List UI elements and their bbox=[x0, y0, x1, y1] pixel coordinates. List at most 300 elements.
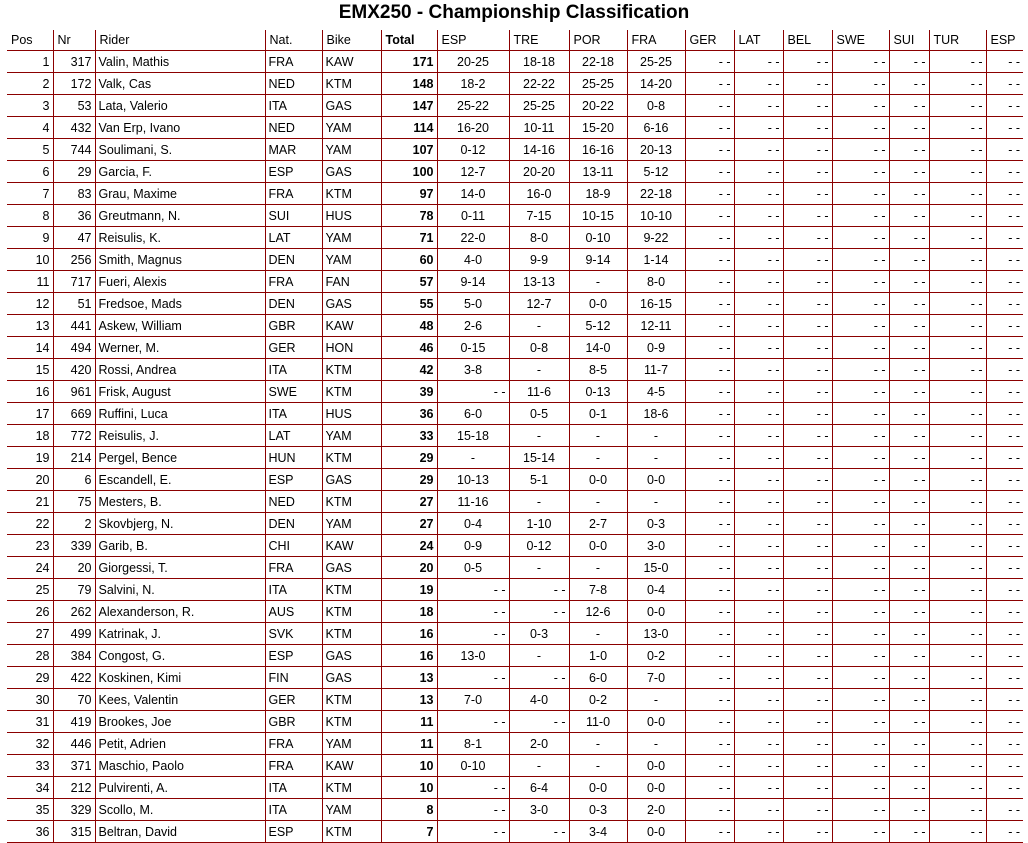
col-nr-cell: 384 bbox=[53, 645, 95, 667]
col-fra-cell: 11-7 bbox=[627, 359, 685, 381]
col-esp-2-cell: - - bbox=[986, 601, 1023, 623]
col-swe-cell: - - bbox=[832, 623, 889, 645]
col-tur-cell: - - bbox=[929, 403, 986, 425]
col-tre-cell: 0-3 bbox=[509, 623, 569, 645]
col-ger-cell: - - bbox=[685, 315, 734, 337]
table-row bbox=[7, 733, 1023, 755]
col-esp-cell: 0-9 bbox=[437, 535, 509, 557]
table-row bbox=[7, 689, 1023, 711]
col-tur-cell: - - bbox=[929, 711, 986, 733]
col-esp-2-cell: - - bbox=[986, 491, 1023, 513]
col-nat-cell: AUS bbox=[265, 601, 322, 623]
col-rider-cell: Greutmann, N. bbox=[95, 205, 265, 227]
table-row bbox=[7, 403, 1023, 425]
col-por-cell: 11-0 bbox=[569, 711, 627, 733]
col-por-header: POR bbox=[569, 30, 627, 51]
col-por-cell: 9-14 bbox=[569, 249, 627, 271]
col-sui-cell: - - bbox=[889, 403, 929, 425]
table-row bbox=[7, 227, 1023, 249]
col-por-cell: 0-0 bbox=[569, 469, 627, 491]
col-esp-2-cell: - - bbox=[986, 425, 1023, 447]
col-bel-cell: - - bbox=[783, 117, 832, 139]
col-swe-cell: - - bbox=[832, 579, 889, 601]
col-tur-cell: - - bbox=[929, 513, 986, 535]
col-pos-cell: 9 bbox=[7, 227, 53, 249]
col-nat-cell: GBR bbox=[265, 711, 322, 733]
col-swe-cell: - - bbox=[832, 799, 889, 821]
col-sui-cell: - - bbox=[889, 249, 929, 271]
col-nat-cell: MAR bbox=[265, 139, 322, 161]
col-tur-cell: - - bbox=[929, 689, 986, 711]
col-total-cell: 8 bbox=[381, 799, 437, 821]
col-nat-cell: ITA bbox=[265, 799, 322, 821]
col-pos-cell: 22 bbox=[7, 513, 53, 535]
col-esp-cell: 9-14 bbox=[437, 271, 509, 293]
table-row bbox=[7, 271, 1023, 293]
col-sui-cell: - - bbox=[889, 95, 929, 117]
col-rider-cell: Kees, Valentin bbox=[95, 689, 265, 711]
col-ger-cell: - - bbox=[685, 73, 734, 95]
col-nat-cell: FRA bbox=[265, 733, 322, 755]
col-esp-cell: - - bbox=[437, 667, 509, 689]
col-por-cell: - bbox=[569, 425, 627, 447]
table-header-row bbox=[7, 30, 1023, 51]
col-tre-cell: 25-25 bbox=[509, 95, 569, 117]
col-tur-cell: - - bbox=[929, 667, 986, 689]
col-rider-cell: Escandell, E. bbox=[95, 469, 265, 491]
col-lat-header: LAT bbox=[734, 30, 783, 51]
table-row bbox=[7, 249, 1023, 271]
col-esp-cell: 10-13 bbox=[437, 469, 509, 491]
col-swe-header: SWE bbox=[832, 30, 889, 51]
col-esp-cell: - - bbox=[437, 711, 509, 733]
col-nr-cell: 419 bbox=[53, 711, 95, 733]
col-rider-cell: Alexanderson, R. bbox=[95, 601, 265, 623]
col-total-cell: 10 bbox=[381, 777, 437, 799]
col-ger-cell: - - bbox=[685, 117, 734, 139]
col-esp-2-cell: - - bbox=[986, 51, 1023, 73]
col-bike-header: Bike bbox=[322, 30, 381, 51]
col-fra-cell: 13-0 bbox=[627, 623, 685, 645]
col-total-header: Total bbox=[381, 30, 437, 51]
col-rider-cell: Reisulis, J. bbox=[95, 425, 265, 447]
col-bel-cell: - - bbox=[783, 469, 832, 491]
col-sui-header: SUI bbox=[889, 30, 929, 51]
col-esp-2-cell: - - bbox=[986, 161, 1023, 183]
col-rider-cell: Katrinak, J. bbox=[95, 623, 265, 645]
col-nat-cell: NED bbox=[265, 117, 322, 139]
col-fra-cell: 0-9 bbox=[627, 337, 685, 359]
col-bel-cell: - - bbox=[783, 51, 832, 73]
col-por-cell: 0-2 bbox=[569, 689, 627, 711]
col-tur-cell: - - bbox=[929, 227, 986, 249]
col-total-cell: 27 bbox=[381, 491, 437, 513]
col-total-cell: 71 bbox=[381, 227, 437, 249]
col-tur-cell: - - bbox=[929, 491, 986, 513]
col-tre-header: TRE bbox=[509, 30, 569, 51]
col-tre-cell: - bbox=[509, 359, 569, 381]
col-bel-cell: - - bbox=[783, 755, 832, 777]
col-pos-cell: 14 bbox=[7, 337, 53, 359]
col-sui-cell: - - bbox=[889, 139, 929, 161]
col-nr-cell: 79 bbox=[53, 579, 95, 601]
table-row bbox=[7, 711, 1023, 733]
col-esp-cell: 4-0 bbox=[437, 249, 509, 271]
col-bel-cell: - - bbox=[783, 293, 832, 315]
col-tre-cell: 0-5 bbox=[509, 403, 569, 425]
col-ger-cell: - - bbox=[685, 293, 734, 315]
col-nat-cell: ESP bbox=[265, 469, 322, 491]
col-esp-2-cell: - - bbox=[986, 579, 1023, 601]
col-swe-cell: - - bbox=[832, 755, 889, 777]
col-nat-cell: LAT bbox=[265, 227, 322, 249]
col-nat-cell: GER bbox=[265, 689, 322, 711]
col-rider-cell: Giorgessi, T. bbox=[95, 557, 265, 579]
col-tre-cell: 0-12 bbox=[509, 535, 569, 557]
col-bike-cell: YAM bbox=[322, 799, 381, 821]
col-esp-2-cell: - - bbox=[986, 711, 1023, 733]
col-nr-cell: 315 bbox=[53, 821, 95, 843]
col-tre-cell: 18-18 bbox=[509, 51, 569, 73]
col-bel-cell: - - bbox=[783, 359, 832, 381]
col-tre-cell: 2-0 bbox=[509, 733, 569, 755]
col-tre-cell: 15-14 bbox=[509, 447, 569, 469]
col-pos-cell: 15 bbox=[7, 359, 53, 381]
col-esp-2-cell: - - bbox=[986, 139, 1023, 161]
col-nr-cell: 2 bbox=[53, 513, 95, 535]
col-tre-cell: 1-10 bbox=[509, 513, 569, 535]
col-esp-cell: 12-7 bbox=[437, 161, 509, 183]
col-nr-cell: 422 bbox=[53, 667, 95, 689]
col-total-cell: 11 bbox=[381, 711, 437, 733]
col-lat-cell: - - bbox=[734, 293, 783, 315]
col-pos-cell: 19 bbox=[7, 447, 53, 469]
col-rider-cell: Rossi, Andrea bbox=[95, 359, 265, 381]
col-lat-cell: - - bbox=[734, 161, 783, 183]
col-lat-cell: - - bbox=[734, 535, 783, 557]
col-esp-2-cell: - - bbox=[986, 667, 1023, 689]
col-ger-cell: - - bbox=[685, 689, 734, 711]
col-rider-cell: Maschio, Paolo bbox=[95, 755, 265, 777]
col-ger-cell: - - bbox=[685, 579, 734, 601]
col-por-cell: 10-15 bbox=[569, 205, 627, 227]
table-row bbox=[7, 535, 1023, 557]
col-sui-cell: - - bbox=[889, 359, 929, 381]
col-tur-cell: - - bbox=[929, 821, 986, 843]
col-bike-cell: YAM bbox=[322, 425, 381, 447]
col-swe-cell: - - bbox=[832, 491, 889, 513]
col-total-cell: 148 bbox=[381, 73, 437, 95]
col-nr-cell: 961 bbox=[53, 381, 95, 403]
col-tre-cell: 22-22 bbox=[509, 73, 569, 95]
col-total-cell: 16 bbox=[381, 623, 437, 645]
col-rider-cell: Werner, M. bbox=[95, 337, 265, 359]
col-tre-cell: - bbox=[509, 315, 569, 337]
col-fra-cell: 0-0 bbox=[627, 711, 685, 733]
col-tre-cell: 10-11 bbox=[509, 117, 569, 139]
col-tre-cell: - bbox=[509, 645, 569, 667]
col-nr-cell: 371 bbox=[53, 755, 95, 777]
col-ger-cell: - - bbox=[685, 513, 734, 535]
col-total-cell: 18 bbox=[381, 601, 437, 623]
col-fra-cell: 6-16 bbox=[627, 117, 685, 139]
col-swe-cell: - - bbox=[832, 381, 889, 403]
col-nat-cell: LAT bbox=[265, 425, 322, 447]
col-total-cell: 147 bbox=[381, 95, 437, 117]
col-tur-cell: - - bbox=[929, 183, 986, 205]
col-bel-cell: - - bbox=[783, 139, 832, 161]
col-sui-cell: - - bbox=[889, 381, 929, 403]
table-row bbox=[7, 557, 1023, 579]
col-tre-cell: - bbox=[509, 425, 569, 447]
col-swe-cell: - - bbox=[832, 51, 889, 73]
col-tre-cell: 12-7 bbox=[509, 293, 569, 315]
col-rider-cell: Grau, Maxime bbox=[95, 183, 265, 205]
col-fra-cell: 0-2 bbox=[627, 645, 685, 667]
col-bike-cell: YAM bbox=[322, 227, 381, 249]
col-sui-cell: - - bbox=[889, 821, 929, 843]
col-sui-cell: - - bbox=[889, 689, 929, 711]
col-fra-cell: 0-0 bbox=[627, 777, 685, 799]
col-nr-cell: 214 bbox=[53, 447, 95, 469]
col-rider-cell: Petit, Adrien bbox=[95, 733, 265, 755]
col-por-cell: 20-22 bbox=[569, 95, 627, 117]
col-bike-cell: YAM bbox=[322, 139, 381, 161]
col-nat-header: Nat. bbox=[265, 30, 322, 51]
col-sui-cell: - - bbox=[889, 667, 929, 689]
col-tur-cell: - - bbox=[929, 161, 986, 183]
col-fra-cell: 0-4 bbox=[627, 579, 685, 601]
col-bel-cell: - - bbox=[783, 249, 832, 271]
col-tur-cell: - - bbox=[929, 535, 986, 557]
col-esp-2-cell: - - bbox=[986, 535, 1023, 557]
col-rider-cell: Reisulis, K. bbox=[95, 227, 265, 249]
col-bike-cell: GAS bbox=[322, 95, 381, 117]
col-tre-cell: 8-0 bbox=[509, 227, 569, 249]
col-nat-cell: SUI bbox=[265, 205, 322, 227]
col-esp-cell: - - bbox=[437, 601, 509, 623]
col-fra-cell: - bbox=[627, 447, 685, 469]
col-bike-cell: YAM bbox=[322, 117, 381, 139]
col-swe-cell: - - bbox=[832, 535, 889, 557]
col-pos-cell: 17 bbox=[7, 403, 53, 425]
col-lat-cell: - - bbox=[734, 447, 783, 469]
col-tur-cell: - - bbox=[929, 733, 986, 755]
col-esp-2-cell: - - bbox=[986, 557, 1023, 579]
col-bike-cell: KTM bbox=[322, 579, 381, 601]
col-nr-cell: 772 bbox=[53, 425, 95, 447]
col-swe-cell: - - bbox=[832, 403, 889, 425]
col-nr-cell: 36 bbox=[53, 205, 95, 227]
col-fra-cell: 5-12 bbox=[627, 161, 685, 183]
col-ger-cell: - - bbox=[685, 711, 734, 733]
col-pos-cell: 10 bbox=[7, 249, 53, 271]
col-total-cell: 97 bbox=[381, 183, 437, 205]
col-lat-cell: - - bbox=[734, 271, 783, 293]
col-total-cell: 29 bbox=[381, 447, 437, 469]
col-bike-cell: KAW bbox=[322, 755, 381, 777]
col-esp-cell: 0-11 bbox=[437, 205, 509, 227]
col-tur-cell: - - bbox=[929, 601, 986, 623]
col-rider-cell: Ruffini, Luca bbox=[95, 403, 265, 425]
col-nr-cell: 717 bbox=[53, 271, 95, 293]
col-pos-cell: 18 bbox=[7, 425, 53, 447]
col-rider-cell: Garib, B. bbox=[95, 535, 265, 557]
col-pos-cell: 30 bbox=[7, 689, 53, 711]
table-row bbox=[7, 601, 1023, 623]
col-swe-cell: - - bbox=[832, 227, 889, 249]
table-row bbox=[7, 95, 1023, 117]
col-tre-cell: 6-4 bbox=[509, 777, 569, 799]
col-ger-cell: - - bbox=[685, 601, 734, 623]
col-total-cell: 57 bbox=[381, 271, 437, 293]
col-por-cell: 25-25 bbox=[569, 73, 627, 95]
col-lat-cell: - - bbox=[734, 755, 783, 777]
col-rider-cell: Valin, Mathis bbox=[95, 51, 265, 73]
col-bike-cell: HUS bbox=[322, 205, 381, 227]
col-rider-cell: Valk, Cas bbox=[95, 73, 265, 95]
col-por-cell: 14-0 bbox=[569, 337, 627, 359]
col-por-cell: - bbox=[569, 733, 627, 755]
col-ger-cell: - - bbox=[685, 139, 734, 161]
col-nat-cell: GBR bbox=[265, 315, 322, 337]
col-ger-cell: - - bbox=[685, 667, 734, 689]
col-total-cell: 33 bbox=[381, 425, 437, 447]
col-swe-cell: - - bbox=[832, 139, 889, 161]
col-por-cell: 5-12 bbox=[569, 315, 627, 337]
col-total-cell: 11 bbox=[381, 733, 437, 755]
col-esp-cell: 7-0 bbox=[437, 689, 509, 711]
col-lat-cell: - - bbox=[734, 799, 783, 821]
col-rider-cell: Soulimani, S. bbox=[95, 139, 265, 161]
col-nat-cell: NED bbox=[265, 491, 322, 513]
col-tre-cell: 4-0 bbox=[509, 689, 569, 711]
col-total-cell: 29 bbox=[381, 469, 437, 491]
col-pos-cell: 25 bbox=[7, 579, 53, 601]
col-total-cell: 7 bbox=[381, 821, 437, 843]
col-bike-cell: GAS bbox=[322, 161, 381, 183]
col-ger-cell: - - bbox=[685, 359, 734, 381]
col-total-cell: 20 bbox=[381, 557, 437, 579]
col-ger-cell: - - bbox=[685, 645, 734, 667]
col-rider-cell: Garcia, F. bbox=[95, 161, 265, 183]
col-nr-cell: 329 bbox=[53, 799, 95, 821]
col-esp-2-cell: - - bbox=[986, 227, 1023, 249]
col-sui-cell: - - bbox=[889, 623, 929, 645]
col-nr-cell: 83 bbox=[53, 183, 95, 205]
col-ger-cell: - - bbox=[685, 469, 734, 491]
col-sui-cell: - - bbox=[889, 557, 929, 579]
col-esp-cell: - bbox=[437, 447, 509, 469]
col-bike-cell: GAS bbox=[322, 667, 381, 689]
col-por-cell: 0-0 bbox=[569, 535, 627, 557]
col-esp-cell: 20-25 bbox=[437, 51, 509, 73]
col-nr-cell: 494 bbox=[53, 337, 95, 359]
col-total-cell: 48 bbox=[381, 315, 437, 337]
col-por-cell: - bbox=[569, 623, 627, 645]
col-por-cell: - bbox=[569, 755, 627, 777]
col-nat-cell: ITA bbox=[265, 95, 322, 117]
col-esp-2-cell: - - bbox=[986, 73, 1023, 95]
table-row bbox=[7, 667, 1023, 689]
col-tur-cell: - - bbox=[929, 271, 986, 293]
col-esp-2-cell: - - bbox=[986, 799, 1023, 821]
col-lat-cell: - - bbox=[734, 667, 783, 689]
col-bel-cell: - - bbox=[783, 777, 832, 799]
col-swe-cell: - - bbox=[832, 95, 889, 117]
col-nat-cell: HUN bbox=[265, 447, 322, 469]
col-nr-cell: 432 bbox=[53, 117, 95, 139]
col-esp-2-cell: - - bbox=[986, 271, 1023, 293]
col-pos-cell: 13 bbox=[7, 315, 53, 337]
col-lat-cell: - - bbox=[734, 513, 783, 535]
col-tre-cell: - bbox=[509, 557, 569, 579]
col-swe-cell: - - bbox=[832, 425, 889, 447]
col-nr-cell: 75 bbox=[53, 491, 95, 513]
col-lat-cell: - - bbox=[734, 51, 783, 73]
col-bel-cell: - - bbox=[783, 667, 832, 689]
col-sui-cell: - - bbox=[889, 73, 929, 95]
col-nr-cell: 29 bbox=[53, 161, 95, 183]
col-fra-cell: 0-0 bbox=[627, 755, 685, 777]
col-nat-cell: SVK bbox=[265, 623, 322, 645]
col-bike-cell: HUS bbox=[322, 403, 381, 425]
col-ger-cell: - - bbox=[685, 161, 734, 183]
col-pos-cell: 20 bbox=[7, 469, 53, 491]
col-tre-cell: 3-0 bbox=[509, 799, 569, 821]
col-bike-cell: GAS bbox=[322, 645, 381, 667]
col-tur-cell: - - bbox=[929, 205, 986, 227]
col-nr-cell: 669 bbox=[53, 403, 95, 425]
col-nr-cell: 317 bbox=[53, 51, 95, 73]
col-rider-cell: Congost, G. bbox=[95, 645, 265, 667]
col-fra-cell: 15-0 bbox=[627, 557, 685, 579]
col-tur-cell: - - bbox=[929, 51, 986, 73]
col-total-cell: 107 bbox=[381, 139, 437, 161]
col-tre-cell: 0-8 bbox=[509, 337, 569, 359]
col-fra-cell: 10-10 bbox=[627, 205, 685, 227]
col-tur-cell: - - bbox=[929, 623, 986, 645]
col-ger-cell: - - bbox=[685, 403, 734, 425]
col-esp-2-cell: - - bbox=[986, 337, 1023, 359]
col-lat-cell: - - bbox=[734, 601, 783, 623]
col-tur-cell: - - bbox=[929, 447, 986, 469]
table-row bbox=[7, 117, 1023, 139]
col-esp-2-cell: - - bbox=[986, 755, 1023, 777]
col-bike-cell: KTM bbox=[322, 689, 381, 711]
col-rider-cell: Brookes, Joe bbox=[95, 711, 265, 733]
col-total-cell: 10 bbox=[381, 755, 437, 777]
table-row bbox=[7, 799, 1023, 821]
col-nat-cell: FRA bbox=[265, 755, 322, 777]
col-lat-cell: - - bbox=[734, 403, 783, 425]
col-swe-cell: - - bbox=[832, 117, 889, 139]
table-row bbox=[7, 513, 1023, 535]
table-row bbox=[7, 469, 1023, 491]
col-esp-cell: - - bbox=[437, 799, 509, 821]
col-tre-cell: - - bbox=[509, 711, 569, 733]
col-ger-cell: - - bbox=[685, 227, 734, 249]
col-lat-cell: - - bbox=[734, 821, 783, 843]
col-rider-cell: Lata, Valerio bbox=[95, 95, 265, 117]
col-por-cell: 1-0 bbox=[569, 645, 627, 667]
col-tur-cell: - - bbox=[929, 293, 986, 315]
col-por-cell: 0-10 bbox=[569, 227, 627, 249]
col-bike-cell: GAS bbox=[322, 469, 381, 491]
col-lat-cell: - - bbox=[734, 491, 783, 513]
col-sui-cell: - - bbox=[889, 271, 929, 293]
col-lat-cell: - - bbox=[734, 227, 783, 249]
